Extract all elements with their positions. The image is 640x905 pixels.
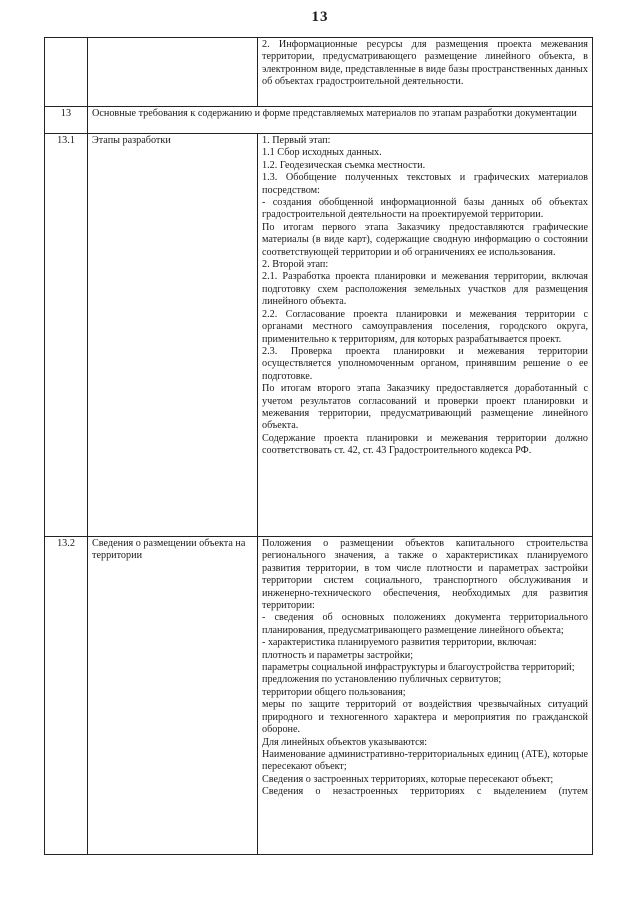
section-heading: Основные требования к содержанию и форме представляемых материалов по этапам разработки документации	[88, 107, 593, 134]
content-line: Сведения о незастроенных территориях с выделением (путем	[262, 786, 588, 798]
content-line: 2.2. Согласование проекта планировки и межевания территории с органами местного самоуправления поселения, городского округа, применительно к территориям, для которых разрабатывается проект.	[262, 308, 588, 345]
row-number: 13.2	[45, 537, 88, 855]
table-row	[45, 537, 593, 855]
content-line: Содержание проекта планировки и межевания территории должно соответствовать ст. 42, ст. 43 Градостроительного кодекса РФ.	[262, 432, 588, 457]
row-label: Этапы разработки	[88, 134, 258, 537]
table-row	[45, 38, 593, 107]
row-label	[88, 38, 258, 107]
page-number: 13	[311, 9, 329, 25]
content-line: предложения по установлению публичных сервитутов;	[262, 674, 502, 686]
content-line: 2.3. Проверка проекта планировки и межевания территории осуществляется уполномоченным органом, принявшим решение о ее подготовке.	[262, 345, 588, 382]
row-number	[45, 38, 88, 107]
content-line: меры по защите территорий от воздействия чрезвычайных ситуаций природного и техногенного характера и мероприятия по гражданской обороне.	[262, 699, 588, 736]
content-line: 2. Второй этап:	[262, 259, 329, 271]
row-content	[258, 537, 593, 855]
table-row	[45, 134, 593, 537]
content-line: территории общего пользования;	[262, 686, 406, 698]
content-line: 2. Информационные ресурсы для размещения проекта межевания территории, предусматривающего размещение линейного объекта, в электронном виде, представленные в виде базы пространственных данных об объектах градостроительной деятельности.	[262, 39, 588, 88]
content-line: - сведения об основных положениях документа территориального планирования, предусматривающего размещение линейного объекта;	[262, 612, 588, 636]
requirements-table	[44, 37, 593, 855]
content-line: 1. Первый этап:	[262, 135, 331, 146]
row-content	[258, 134, 593, 537]
row-content	[258, 38, 593, 107]
content-line: 2.1. Разработка проекта планировки и межевания территории, включая подготовку схем расположения земельных участков для размещения линейного объекта.	[262, 271, 588, 308]
content-line: Положения о размещении объектов капитального строительства регионального значения, а также о характеристиках планируемого развития территории, в том числе плотности и параметрах застройки территории систем социального, транспортного обслуживания и инженерно-технического обеспечения, необходимых для развития территории:	[262, 538, 588, 612]
table-row	[45, 107, 593, 134]
row-label: Сведения о размещении объекта на территории	[88, 537, 258, 855]
content-line: - создания обобщенной информационной базы данных об объектах градостроительной деятельности на проектируемой территории.	[262, 197, 588, 221]
content-line: Наименование административно-территориальных единиц (АТЕ), которые пересекают объект;	[262, 748, 588, 773]
content-line: - характеристика планируемого развития территории, включая:	[262, 637, 537, 649]
content-line: параметры социальной инфраструктуры и благоустройства территорий;	[262, 662, 575, 674]
row-number: 13	[45, 107, 88, 134]
content-line: По итогам первого этапа Заказчику предоставляются графические материалы (в виде карт), содержащие сводную информацию о состоянии соответствующей территории и об ограничениях ее использования.	[262, 221, 588, 258]
content-line: Для линейных объектов указываются:	[262, 736, 428, 748]
content-line: плотность и параметры застройки;	[262, 649, 414, 661]
content-line: По итогам второго этапа Заказчику предоставляется доработанный с учетом результатов согласований и проверки проект планировки и межевания территории, предусматривающий размещение линейного объекта.	[262, 383, 588, 432]
content-line: 1.3. Обобщение полученных текстовых и графических материалов посредством:	[262, 172, 588, 196]
content-line: 1.1 Сбор исходных данных.	[262, 147, 382, 159]
content-line: 1.2. Геодезическая съемка местности.	[262, 159, 426, 171]
row-number: 13.1	[45, 134, 88, 537]
content-line: Сведения о застроенных территориях, которые пересекают объект;	[262, 773, 554, 785]
